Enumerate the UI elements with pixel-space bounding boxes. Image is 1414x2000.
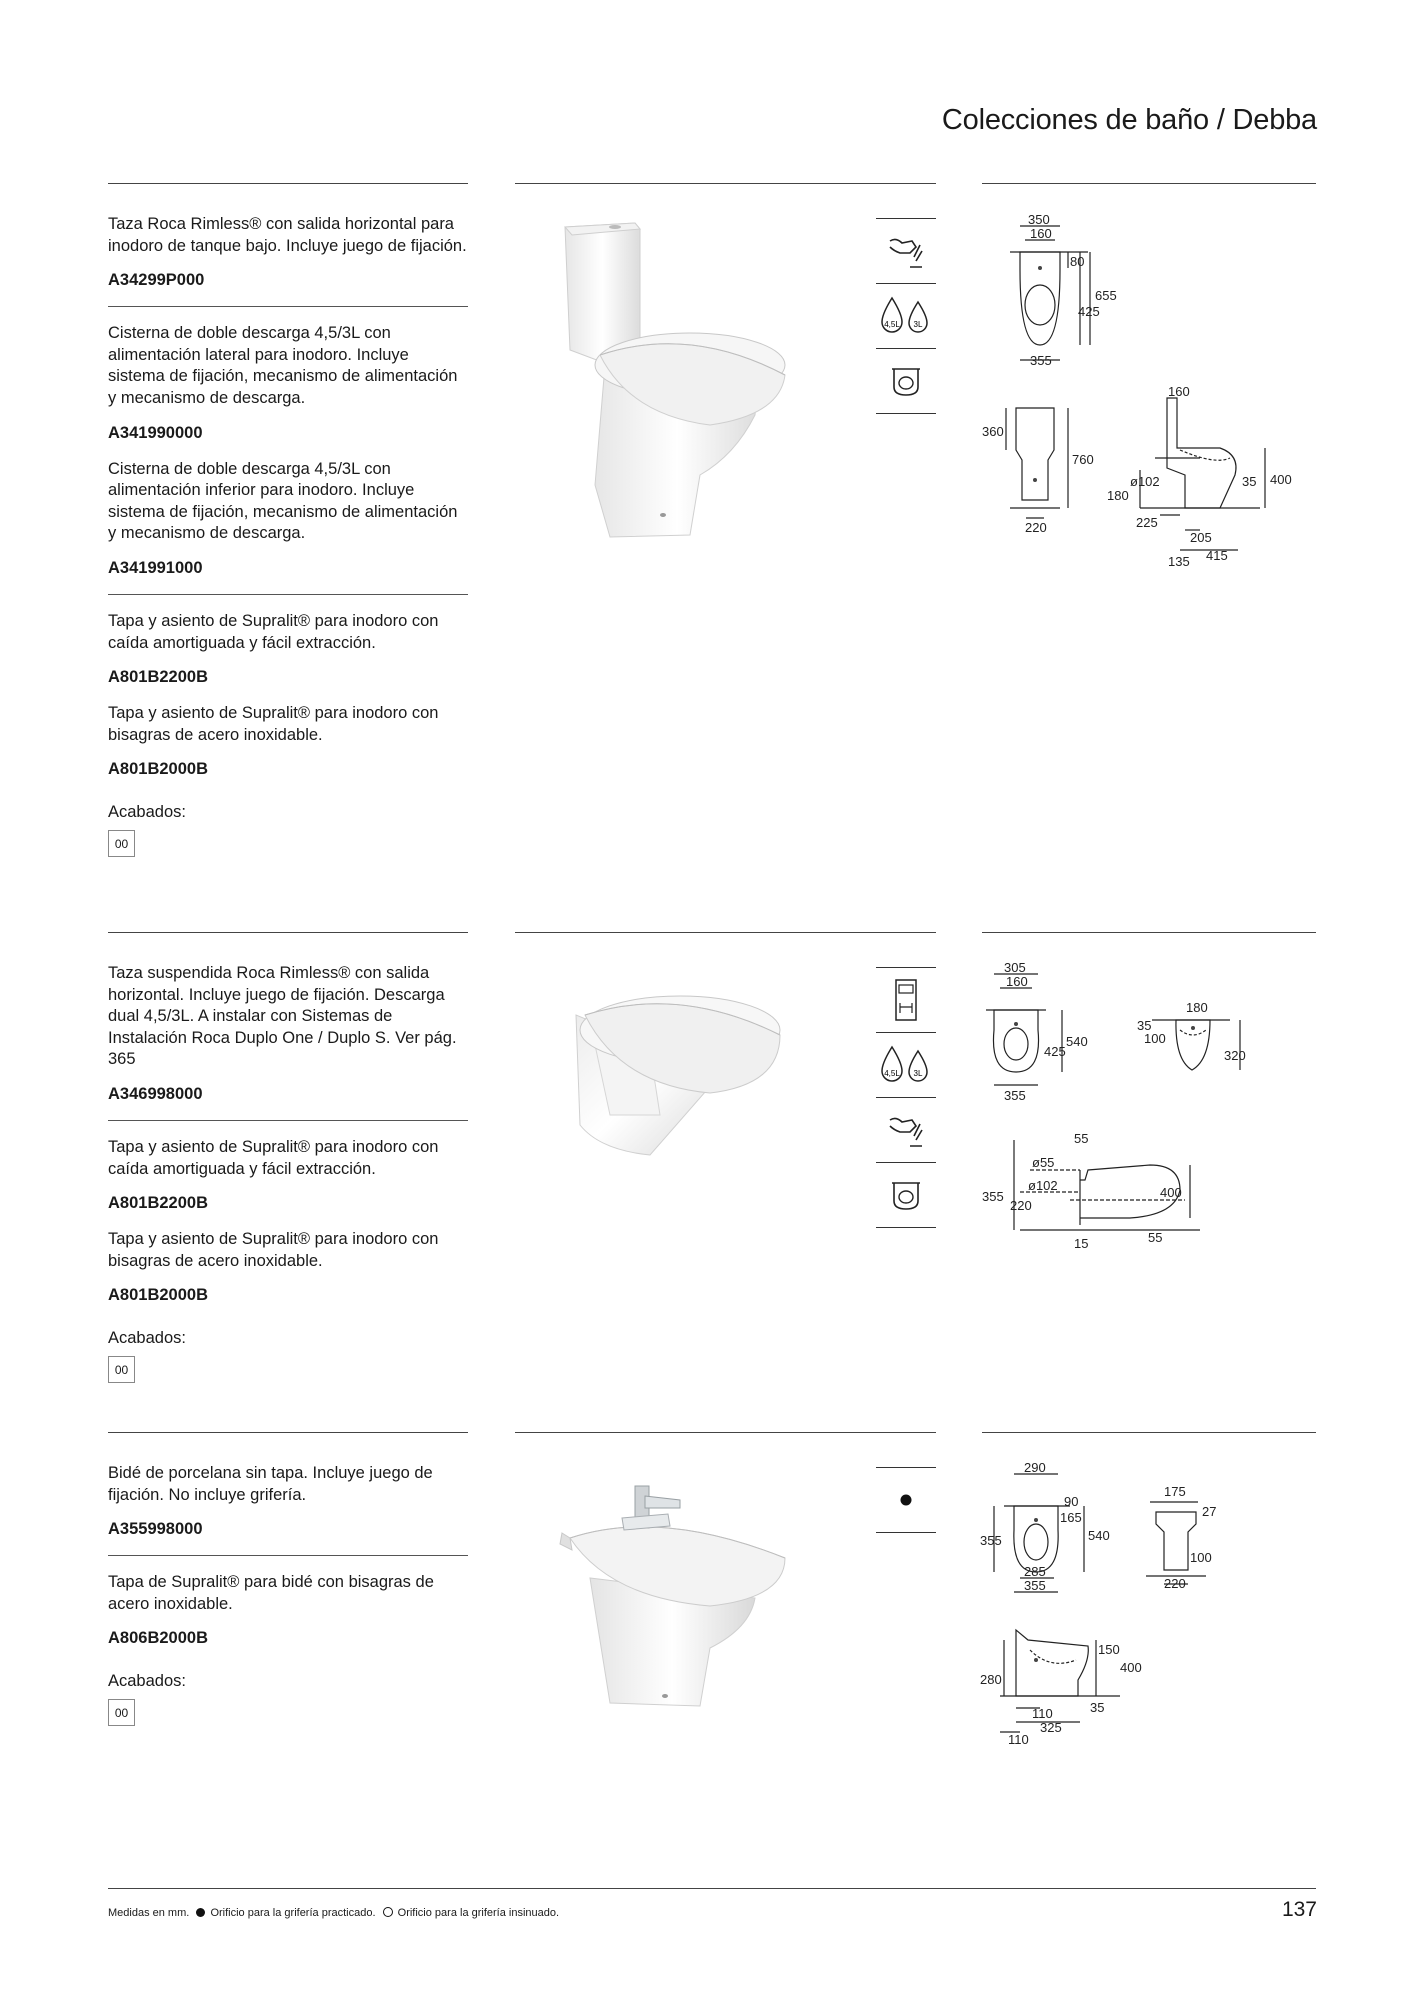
rimless-cell (876, 1163, 936, 1228)
dim-label: 55 (1074, 1131, 1089, 1146)
section-rule (515, 932, 936, 933)
product-code: A341991000 (108, 558, 203, 577)
product-code: A346998000 (108, 1084, 203, 1103)
product-text-column (108, 214, 468, 857)
section-rule (108, 932, 468, 933)
product-text-column (108, 1463, 468, 1726)
product-code: A341990000 (108, 423, 203, 442)
dim-label: 415 (1206, 548, 1228, 563)
section-rule (982, 932, 1316, 933)
drop-label-large: 4,5L (884, 320, 900, 329)
legend-filled-text: Orificio para la grifería practicado. (210, 1907, 376, 1919)
dim-label: 350 (1028, 212, 1050, 227)
product-description: Bidé de porcelana sin tapa. Incluye juego de fijación. No incluye grifería. (108, 1464, 433, 1504)
legend-outline-text: Orificio para la grifería insinuado. (397, 1907, 560, 1919)
product-description: Tapa y asiento de Supralit® para inodoro con caída amortiguada y fácil extracción. (108, 1137, 439, 1178)
page-title: Colecciones de baño / Debba (941, 104, 1317, 136)
dim-label: 110 (1008, 1732, 1029, 1747)
dim-label: 540 (1088, 1528, 1110, 1543)
dim-label: 425 (1044, 1044, 1066, 1059)
dim-label: 35 (1090, 1700, 1105, 1715)
rimless-bowl-icon (886, 1175, 926, 1215)
drop-label-large: 4,5L (884, 1069, 900, 1078)
finish-swatch: 00 (108, 830, 135, 857)
dim-label: ø102 (1130, 474, 1160, 489)
divider (108, 1555, 468, 1556)
dim-label: 355 (982, 1189, 1004, 1204)
flush-handle-cell (876, 218, 936, 284)
finishes-label: Acabados: (108, 803, 186, 822)
dim-label: 305 (1004, 960, 1026, 975)
divider (108, 306, 468, 307)
divider (108, 594, 468, 595)
dim-label: 655 (1095, 288, 1117, 303)
dim-label: 225 (1136, 515, 1158, 530)
rimless-bowl-icon (886, 361, 926, 401)
product-code: A801B2200B (108, 668, 208, 687)
dim-label: ø102 (1028, 1178, 1058, 1193)
section-rule (982, 183, 1316, 184)
dim-label: 175 (1164, 1484, 1186, 1499)
product-description: Tapa y asiento de Supralit® para inodoro con bisagras de acero inoxidable. (108, 704, 439, 744)
finish-swatch: 00 (108, 1699, 135, 1726)
flush-handle-cell (876, 1098, 936, 1163)
dim-label: 35 (1137, 1018, 1152, 1033)
product-description: Tapa y asiento de Supralit® para inodoro con bisagras de acero inoxidable. (108, 1230, 439, 1270)
technical-drawing (980, 1460, 1320, 1760)
product-text-column (108, 963, 468, 1383)
rimless-cell (876, 349, 936, 414)
dim-label: 180 (1107, 488, 1129, 503)
installation-frame-cell (876, 967, 936, 1033)
water-drop-dual-flush-icon (878, 294, 934, 338)
dim-label: 220 (1025, 520, 1047, 535)
drop-label-small: 3L (913, 1069, 923, 1078)
dim-label: 760 (1072, 452, 1094, 467)
measurement-note: Medidas en mm. (108, 1907, 190, 1919)
dim-label: 285 (1024, 1564, 1046, 1579)
technical-drawing (980, 210, 1320, 580)
section-rule (982, 1432, 1316, 1433)
dim-label: 280 (980, 1672, 1002, 1687)
dim-label: 205 (1190, 530, 1212, 545)
feature-icons (876, 1467, 936, 1533)
dim-label: 400 (1270, 472, 1292, 487)
water-drop-dual-flush-icon (878, 1043, 934, 1087)
technical-drawing (980, 960, 1320, 1260)
flush-hand-icon (886, 1110, 926, 1150)
dim-label: 160 (1030, 226, 1052, 241)
product-code: A801B2200B (108, 1194, 208, 1213)
page-number: 137 (1281, 1898, 1317, 1921)
dim-label: 135 (1168, 554, 1190, 569)
dim-label: 27 (1202, 1504, 1217, 1519)
product-description: Tapa de Supralit® para bidé con bisagras de acero inoxidable. (108, 1573, 434, 1613)
section-rule (108, 183, 468, 184)
dim-label: 15 (1074, 1236, 1089, 1251)
dim-label: 325 (1040, 1720, 1062, 1735)
product-code: A806B2000B (108, 1629, 208, 1648)
product-code: A355998000 (108, 1520, 203, 1539)
dual-flush-cell (876, 1033, 936, 1098)
dim-label: 165 (1060, 1510, 1082, 1525)
dim-label: 150 (1098, 1642, 1120, 1657)
footer-rule (108, 1888, 1316, 1889)
drop-label-small: 3L (913, 320, 923, 329)
section-rule (515, 183, 936, 184)
dim-label: 355 (1030, 353, 1052, 368)
dim-label: 400 (1120, 1660, 1142, 1675)
dim-label: 90 (1064, 1494, 1079, 1509)
toilet-photo (540, 215, 810, 545)
product-description: Cisterna de doble descarga 4,5/3L con alimentación inferior para inodoro. Incluye sistema de fijación, mecanismo de alimentación y mecanismo de descarga. (108, 459, 458, 543)
dim-label: 400 (1160, 1185, 1182, 1200)
dim-label: 35 (1242, 474, 1257, 489)
dim-label: 220 (1010, 1198, 1032, 1213)
product-code: A34299P000 (108, 271, 205, 290)
finish-swatch: 00 (108, 1356, 135, 1383)
dim-label: 320 (1224, 1048, 1246, 1063)
product-description: Tapa y asiento de Supralit® para inodoro con caída amortiguada y fácil extracción. (108, 611, 439, 652)
dim-label: 180 (1186, 1000, 1208, 1015)
dim-label: 355 (1024, 1578, 1046, 1593)
feature-icons (876, 967, 936, 1228)
dim-label: 360 (982, 424, 1004, 439)
finishes-label: Acabados: (108, 1672, 186, 1691)
divider (108, 1120, 468, 1121)
dim-label: 100 (1190, 1550, 1212, 1565)
outline-dot-icon (383, 1907, 393, 1917)
wall-hung-toilet-photo (540, 975, 810, 1175)
product-description: Taza suspendida Roca Rimless® con salida horizontal. Incluye juego de fijación. Descarga dual 4,5/3L. A instalar con Sistemas de Instalación Roca Duplo One / Duplo S. Ver pág. 365 (108, 964, 457, 1069)
bidet-photo (540, 1478, 810, 1718)
installation-frame-icon (886, 977, 926, 1023)
filled-dot-icon (896, 1490, 916, 1510)
filled-dot-icon (196, 1908, 205, 1917)
tap-hole-cell (876, 1467, 936, 1533)
dim-label: 160 (1006, 974, 1028, 989)
product-description: Cisterna de doble descarga 4,5/3L con alimentación lateral para inodoro. Incluye sistema de fijación, mecanismo de alimentación y mecanismo de descarga. (108, 324, 458, 407)
feature-icons (876, 218, 936, 414)
dim-label: 110 (1032, 1706, 1053, 1721)
product-code: A801B2000B (108, 760, 208, 779)
dual-flush-cell (876, 284, 936, 349)
section-rule (515, 1432, 936, 1433)
dim-label: 220 (1164, 1576, 1186, 1591)
footer-legend (108, 1907, 559, 1919)
dim-label: 290 (1024, 1460, 1046, 1475)
product-description: Taza Roca Rimless® con salida horizontal para inodoro de tanque bajo. Incluye juego de fijación. (108, 215, 467, 255)
product-code: A801B2000B (108, 1286, 208, 1305)
dim-label: 355 (1004, 1088, 1026, 1103)
dim-label: 160 (1168, 384, 1190, 399)
flush-hand-icon (886, 231, 926, 271)
dim-label: 425 (1078, 304, 1100, 319)
section-rule (108, 1432, 468, 1433)
dim-label: 540 (1066, 1034, 1088, 1049)
dim-label: 55 (1148, 1230, 1163, 1245)
dim-label: 100 (1144, 1031, 1166, 1046)
dim-label: 355 (980, 1533, 1002, 1548)
dim-label: ø55 (1032, 1155, 1055, 1170)
dim-label: 80 (1070, 254, 1085, 269)
finishes-label: Acabados: (108, 1329, 186, 1348)
